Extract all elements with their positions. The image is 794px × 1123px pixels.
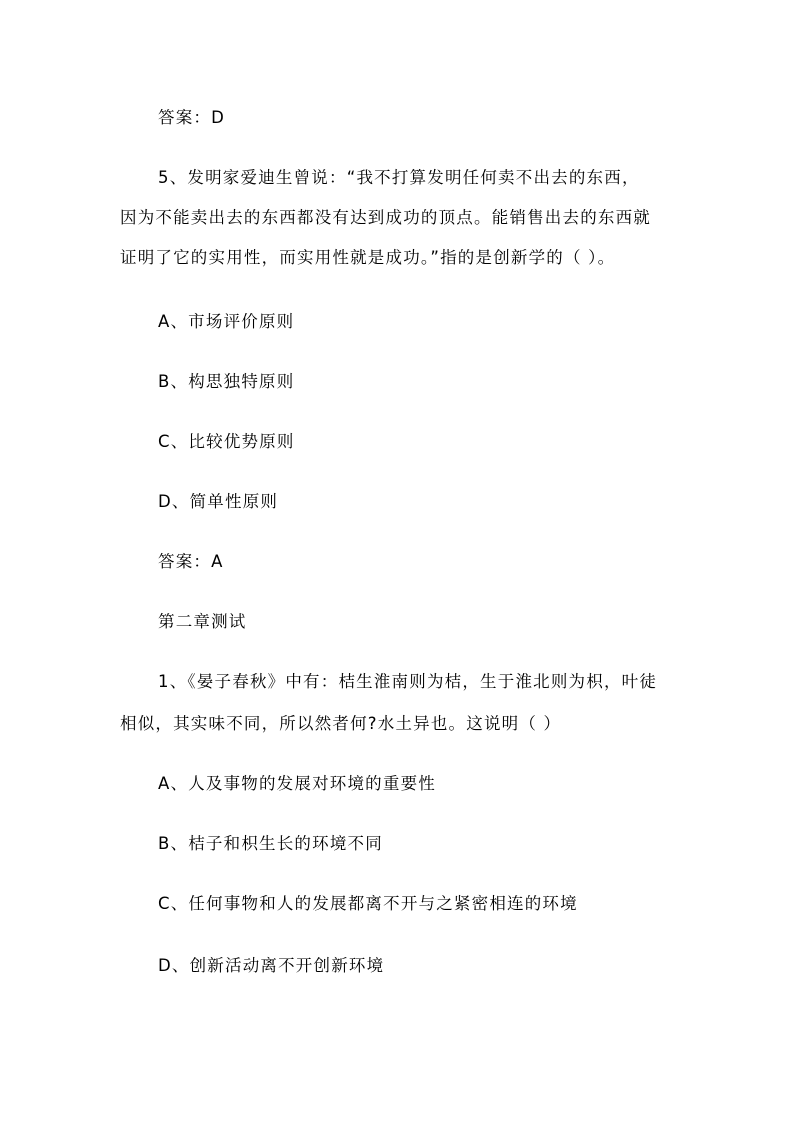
question-1-line-2: 相似，其实味不同，所以然者何?水土异也。这说明（ ） bbox=[120, 714, 562, 733]
question-5-line-1: 5、发明家爱迪生曾说：“我不打算发明任何卖不出去的东西， bbox=[158, 168, 640, 187]
option-d: D、创新活动离不开创新环境 bbox=[158, 956, 385, 975]
answer-line: 答案：D bbox=[158, 108, 226, 127]
chapter-heading: 第二章测试 bbox=[158, 612, 247, 631]
option-b: B、桔子和枳生长的环境不同 bbox=[158, 834, 383, 853]
option-c: C、比较优势原则 bbox=[158, 432, 295, 451]
option-a: A、人及事物的发展对环境的重要性 bbox=[158, 774, 436, 793]
question-5-line-3: 证明了它的实用性，而实用性就是成功。”指的是创新学的（ ）。 bbox=[120, 248, 616, 267]
option-c: C、任何事物和人的发展都离不开与之紧密相连的环境 bbox=[158, 894, 578, 913]
option-d: D、简单性原则 bbox=[158, 492, 279, 511]
answer-line: 答案：A bbox=[158, 552, 224, 571]
question-5-line-2: 因为不能卖出去的东西都没有达到成功的顶点。能销售出去的东西就 bbox=[120, 208, 651, 227]
option-b: B、构思独特原则 bbox=[158, 372, 295, 391]
option-a: A、市场评价原则 bbox=[158, 312, 295, 331]
question-1-line-1: 1、《晏子春秋》中有：桔生淮南则为桔，生于淮北则为枳，叶徒 bbox=[158, 672, 658, 691]
